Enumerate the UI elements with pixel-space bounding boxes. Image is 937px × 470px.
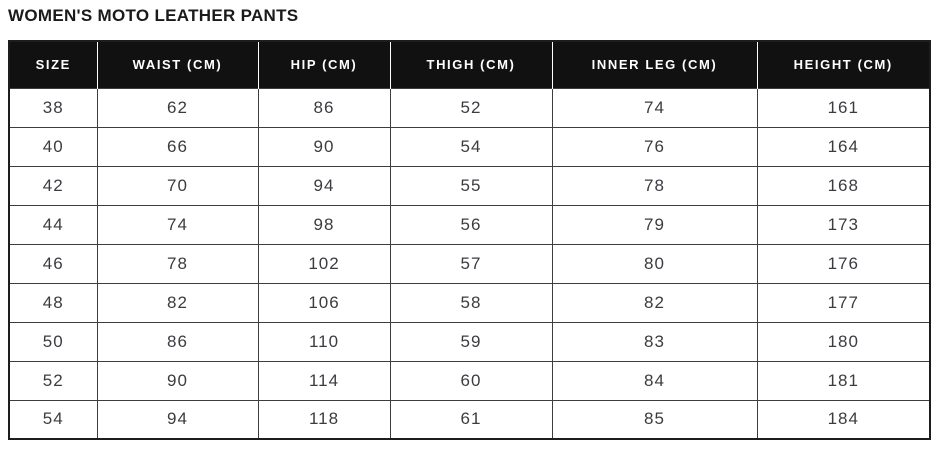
size-chart-body	[9, 88, 930, 439]
table-cell: 78	[552, 166, 757, 205]
table-cell: 54	[9, 400, 97, 439]
table-cell: 83	[552, 322, 757, 361]
table-row	[9, 88, 930, 127]
table-cell: 106	[258, 283, 390, 322]
table-cell: 168	[757, 166, 930, 205]
table-cell: 181	[757, 361, 930, 400]
column-header-size: SIZE	[9, 41, 97, 88]
table-row	[9, 244, 930, 283]
column-header-hip-cm: HIP (CM)	[258, 41, 390, 88]
table-cell: 94	[97, 400, 258, 439]
table-cell: 114	[258, 361, 390, 400]
table-cell: 54	[390, 127, 552, 166]
table-cell: 59	[390, 322, 552, 361]
page-title: WOMEN'S MOTO LEATHER PANTS	[8, 6, 299, 25]
column-header-thigh-cm: THIGH (CM)	[390, 41, 552, 88]
column-header-height-cm: HEIGHT (CM)	[757, 41, 930, 88]
table-cell: 48	[9, 283, 97, 322]
table-cell: 184	[757, 400, 930, 439]
table-cell: 84	[552, 361, 757, 400]
table-cell: 164	[757, 127, 930, 166]
table-cell: 176	[757, 244, 930, 283]
table-cell: 82	[552, 283, 757, 322]
table-cell: 82	[97, 283, 258, 322]
table-cell: 161	[757, 88, 930, 127]
table-cell: 180	[757, 322, 930, 361]
table-cell: 90	[258, 127, 390, 166]
size-chart-table	[8, 40, 931, 440]
table-cell: 56	[390, 205, 552, 244]
table-cell: 52	[390, 88, 552, 127]
size-chart-header	[9, 41, 930, 88]
column-header-inner-leg-cm: INNER LEG (CM)	[552, 41, 757, 88]
table-cell: 66	[97, 127, 258, 166]
table-cell: 86	[97, 322, 258, 361]
table-cell: 74	[552, 88, 757, 127]
table-cell: 57	[390, 244, 552, 283]
table-cell: 42	[9, 166, 97, 205]
table-cell: 78	[97, 244, 258, 283]
table-cell: 80	[552, 244, 757, 283]
table-cell: 46	[9, 244, 97, 283]
table-cell: 52	[9, 361, 97, 400]
table-row	[9, 283, 930, 322]
column-header-waist-cm: WAIST (CM)	[97, 41, 258, 88]
table-cell: 55	[390, 166, 552, 205]
table-cell: 94	[258, 166, 390, 205]
table-cell: 85	[552, 400, 757, 439]
table-cell: 118	[258, 400, 390, 439]
table-cell: 61	[390, 400, 552, 439]
table-cell: 86	[258, 88, 390, 127]
table-cell: 40	[9, 127, 97, 166]
table-cell: 74	[97, 205, 258, 244]
table-cell: 50	[9, 322, 97, 361]
table-cell: 76	[552, 127, 757, 166]
table-row	[9, 166, 930, 205]
table-cell: 44	[9, 205, 97, 244]
header-row	[9, 41, 930, 88]
table-cell: 110	[258, 322, 390, 361]
table-cell: 98	[258, 205, 390, 244]
table-cell: 177	[757, 283, 930, 322]
table-cell: 62	[97, 88, 258, 127]
table-cell: 102	[258, 244, 390, 283]
table-row	[9, 205, 930, 244]
table-cell: 60	[390, 361, 552, 400]
table-cell: 70	[97, 166, 258, 205]
table-row	[9, 361, 930, 400]
table-cell: 173	[757, 205, 930, 244]
table-cell: 38	[9, 88, 97, 127]
table-cell: 58	[390, 283, 552, 322]
table-cell: 90	[97, 361, 258, 400]
table-cell: 79	[552, 205, 757, 244]
table-row	[9, 322, 930, 361]
table-row	[9, 400, 930, 439]
table-row	[9, 127, 930, 166]
